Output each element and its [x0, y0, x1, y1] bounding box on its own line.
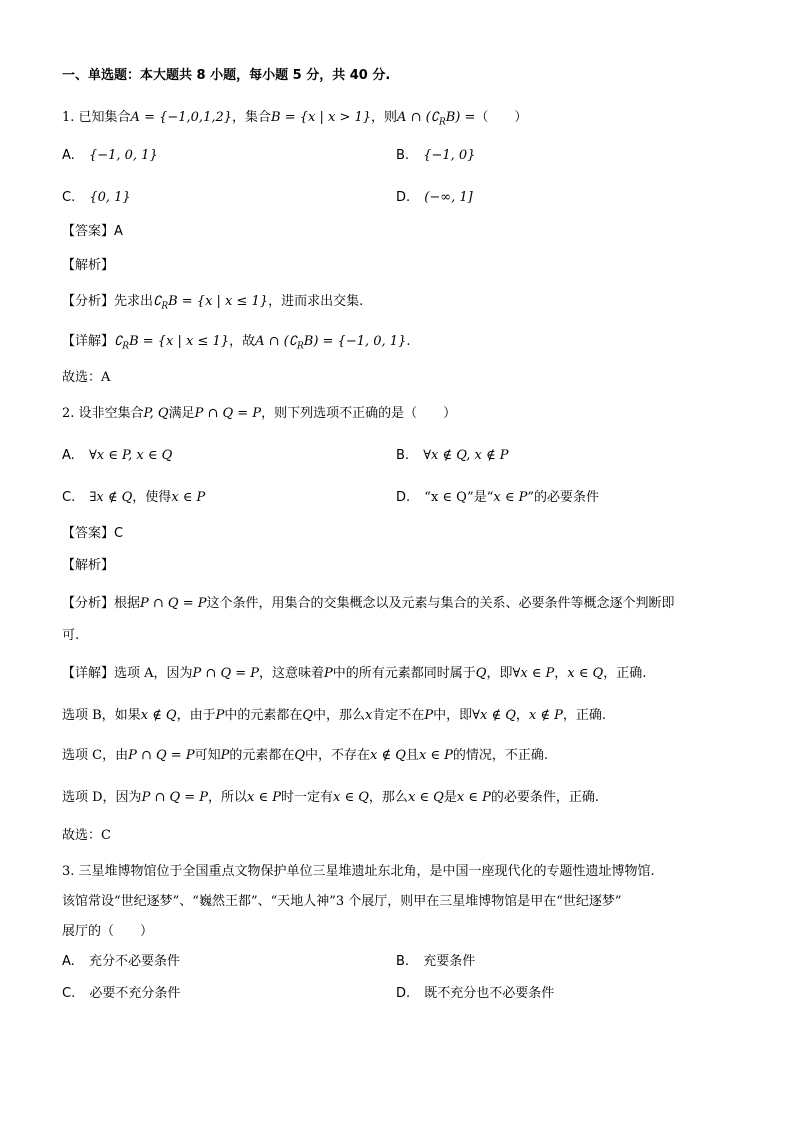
q1-option-d [396, 188, 473, 208]
q1-fenxi-text2: ，进而求出交集. [268, 294, 364, 309]
q2-option-d-label: D. [396, 490, 411, 505]
q2-fenxi-cont: 可. [62, 628, 80, 643]
q2-da-m2: P [324, 666, 333, 681]
q2-dd-t3: 时一定有 [281, 790, 334, 805]
q1-answer [62, 222, 123, 242]
q2-da-t3: 中的所有元素都同时属于 [332, 666, 476, 681]
question-2-stem [62, 404, 456, 424]
q2-option-d-math: x ∈ P [493, 490, 528, 505]
q3-option-c-label: C. [62, 986, 76, 1001]
q2-option-a-text: ∀x ∈ P, x ∈ Q [88, 448, 173, 463]
q2-dc-t2: 可知 [194, 748, 221, 763]
q2-answer-value: C [114, 526, 124, 541]
q2-db-m5: P [424, 708, 434, 723]
q1-xiangjie-tag: 【详解】 [62, 334, 115, 349]
q2-mid: 满足 [168, 406, 195, 421]
q2-da-t5: ， [554, 666, 568, 681]
q3-option-d-label: D. [396, 986, 411, 1001]
q2-dd-t2: ，所以 [208, 790, 248, 805]
q2-db-t7: ， [515, 708, 529, 723]
q1-math-c2: B) = [445, 110, 476, 125]
q2-dc-t6: 的情况，不正确. [452, 748, 549, 763]
q1-option-c [62, 188, 131, 208]
q2-option-a [62, 446, 172, 466]
q2-option-d-text2: ”的必要条件 [527, 490, 599, 505]
q1-fenxi-tag: 【分析】 [62, 294, 115, 309]
q2-dc-m2: P [220, 748, 230, 763]
q2-da-m3: Q [475, 666, 487, 681]
q1-xiangjie-text2: . [406, 334, 411, 349]
q2-db-t3: 中的元素都在 [224, 708, 303, 723]
q2-option-c-label: C. [62, 490, 76, 505]
q1-option-a-text: {−1, 0, 1} [88, 148, 158, 163]
q2-db-t4: 中，那么 [313, 708, 366, 723]
q2-option-b [396, 446, 509, 466]
q1-option-a-label: A. [62, 148, 75, 163]
q2-dd-t5: 是 [443, 790, 457, 805]
q2-fenxi-text1: 根据 [114, 596, 141, 611]
q2-option-a-label: A. [62, 448, 75, 463]
q1-analysis-tag: 【解析】 [62, 258, 115, 273]
q2-option-d [396, 488, 599, 508]
question-1-stem [62, 108, 527, 128]
q2-dd-m3: x ∈ Q [333, 790, 369, 805]
q2-dc-m1: P ∩ Q = P [128, 748, 195, 763]
q2-option-c [62, 488, 205, 508]
q1-math-sub: R [438, 117, 446, 128]
section-title: 一、单选题：本大题共 8 小题，每小题 5 分，共 40 分. [62, 68, 391, 83]
question-3-stem-line1: 3. 三星堆博物馆位于全国重点文物保护单位三星堆遗址东北角，是中国一座现代化的专题性遗址博物馆. [62, 864, 655, 879]
q2-da-t2: ，这意味着 [259, 666, 325, 681]
q1-option-c-label: C. [62, 190, 76, 205]
q2-dc-t3: 的元素都在 [229, 748, 295, 763]
q3-option-b-text: 充要条件 [423, 954, 476, 969]
q1-xiangjie-math2b: B) = {−1, 0, 1} [303, 334, 407, 349]
q3-option-a [62, 952, 180, 972]
q2-answer-tag: 【答案】 [62, 526, 115, 541]
q2-da-t4: ，即 [486, 666, 513, 681]
q3-option-c [62, 984, 180, 1004]
q1-math-c: A ∩ (∁ [397, 110, 439, 125]
q2-dd-m1: P ∩ Q = P [141, 790, 209, 805]
q1-suffix: （ ） [475, 110, 528, 125]
q2-db-m7: x ∉ P [528, 708, 563, 723]
q2-dc-t5: 且 [405, 748, 419, 763]
q1-option-b [396, 146, 475, 166]
q3-option-b-label: B. [396, 954, 410, 969]
q1-xiangjie-sub1: R [122, 341, 130, 352]
q1-fenxi-math2: B = {x | x ≤ 1} [168, 294, 269, 309]
q2-prefix: 2. 设非空集合 [62, 406, 144, 421]
q1-option-d-text: (−∞, 1] [424, 190, 473, 205]
q1-math-a: A = {−1,0,1,2} [130, 110, 233, 125]
q1-option-b-text: {−1, 0} [423, 148, 476, 163]
q2-math2: P ∩ Q = P [194, 406, 262, 421]
q2-suffix: ，则下列选项不正确的是（ ） [261, 406, 457, 421]
q2-fenxi-tag: 【分析】 [62, 596, 115, 611]
q1-xiangjie-text1: ，故 [229, 334, 256, 349]
q1-prefix: 1. 已知集合 [62, 110, 131, 125]
q1-xiangjie-math1b: B = {x | x ≤ 1} [129, 334, 230, 349]
q2-answer [62, 524, 123, 544]
q2-math1: P, Q [143, 406, 169, 421]
q2-db-t8: ，正确. [562, 708, 607, 723]
q2-db-m3: Q [302, 708, 314, 723]
q2-dd-m4: x ∈ Q [407, 790, 444, 805]
q1-xiangjie-math1: ∁ [114, 334, 123, 349]
q2-dd-m2: x ∈ P [247, 790, 282, 805]
q1-math-b: B = {x | x > 1} [271, 110, 372, 125]
q1-option-d-label: D. [396, 190, 411, 205]
q2-dc-t4: 中，不存在 [305, 748, 371, 763]
q3-option-c-text: 必要不充分条件 [89, 986, 181, 1001]
q2-option-d-text1: “x ∈ Q”是“ [424, 490, 494, 505]
q1-answer-tag: 【答案】 [62, 224, 115, 239]
q1-xiangjie-math2: A ∩ (∁ [255, 334, 297, 349]
q2-da-t1: 选项 A，因为 [114, 666, 193, 681]
q2-db-t1: 选项 B，如果 [62, 708, 141, 723]
q2-dc-m3: Q [294, 748, 306, 763]
q2-fenxi [62, 594, 675, 614]
q2-conclusion: 故选：C [62, 828, 111, 843]
q2-dd-t6: 的必要条件，正确. [490, 790, 599, 805]
q2-detail-d [62, 788, 599, 808]
q1-mid: ，集合 [232, 110, 272, 125]
q2-detail-c [62, 746, 548, 766]
q3-option-a-label: A. [62, 954, 75, 969]
q1-fenxi [62, 292, 363, 312]
q2-dc-t1: 选项 C，由 [62, 748, 129, 763]
q2-option-b-text: ∀x ∉ Q, x ∉ P [423, 448, 509, 463]
q2-detail-a [62, 664, 646, 684]
q2-option-b-label: B. [396, 448, 410, 463]
q2-db-m6: ∀x ∉ Q [472, 708, 516, 723]
q2-dc-m4: x ∉ Q [370, 748, 406, 763]
q2-detail-b [62, 706, 606, 726]
q2-option-c-text: ，使得 [132, 490, 172, 505]
q2-da-m4: ∀x ∈ P [512, 666, 555, 681]
question-3-stem-line3: 展厅的（ ） [62, 924, 154, 939]
q2-fenxi-text2: 这个条件，用集合的交集概念以及元素与集合的关系、必要条件等概念逐个判断即 [206, 596, 675, 611]
q1-answer-value: A [114, 224, 123, 239]
q2-da-t6: ，正确. [603, 666, 647, 681]
q2-dd-t1: 选项 D，因为 [62, 790, 142, 805]
q2-db-t5: 肯定不在 [372, 708, 425, 723]
q2-option-c-math: ∃x ∉ Q [89, 490, 133, 505]
q3-option-d-text: 既不充分也不必要条件 [424, 986, 555, 1001]
q2-option-c-math2: x ∈ P [171, 490, 206, 505]
q2-da-m5: x ∈ Q [567, 666, 604, 681]
q2-detail-tag: 【详解】 [62, 666, 115, 681]
q1-fenxi-text1: 先求出 [114, 294, 154, 309]
q2-dd-t4: ，那么 [368, 790, 408, 805]
q1-conclusion: 故选：A [62, 370, 111, 385]
q2-da-m1: P ∩ Q = P [192, 666, 260, 681]
q2-db-m4: x [365, 708, 373, 723]
q2-db-m1: x ∉ Q [140, 708, 177, 723]
q1-fenxi-sub: R [161, 301, 169, 312]
q1-xiangjie [62, 332, 410, 352]
q3-option-d [396, 984, 554, 1004]
q1-fenxi-math: ∁ [153, 294, 162, 309]
q2-db-m2: P [215, 708, 225, 723]
q1-xiangjie-sub2: R [296, 341, 304, 352]
q3-option-b [396, 952, 475, 972]
q3-option-a-text: 充分不必要条件 [88, 954, 180, 969]
q2-dd-m5: x ∈ P [456, 790, 491, 805]
q2-db-t6: 中，即 [433, 708, 473, 723]
q2-dc-m5: x ∈ P [418, 748, 453, 763]
q1-option-a [62, 146, 158, 166]
question-3-stem-line2: 该馆常设“世纪逐梦”、“巍然王都”、“天地人神”3 个展厅，则甲在三星堆博物馆是甲在“世纪逐梦” [62, 894, 622, 909]
q1-option-b-label: B. [396, 148, 410, 163]
q2-analysis-tag: 【解析】 [62, 558, 115, 573]
q2-fenxi-math: P ∩ Q = P [140, 596, 207, 611]
q2-db-t2: ，由于 [176, 708, 216, 723]
q1-option-c-text: {0, 1} [89, 190, 131, 205]
q1-mid2: ，则 [371, 110, 398, 125]
